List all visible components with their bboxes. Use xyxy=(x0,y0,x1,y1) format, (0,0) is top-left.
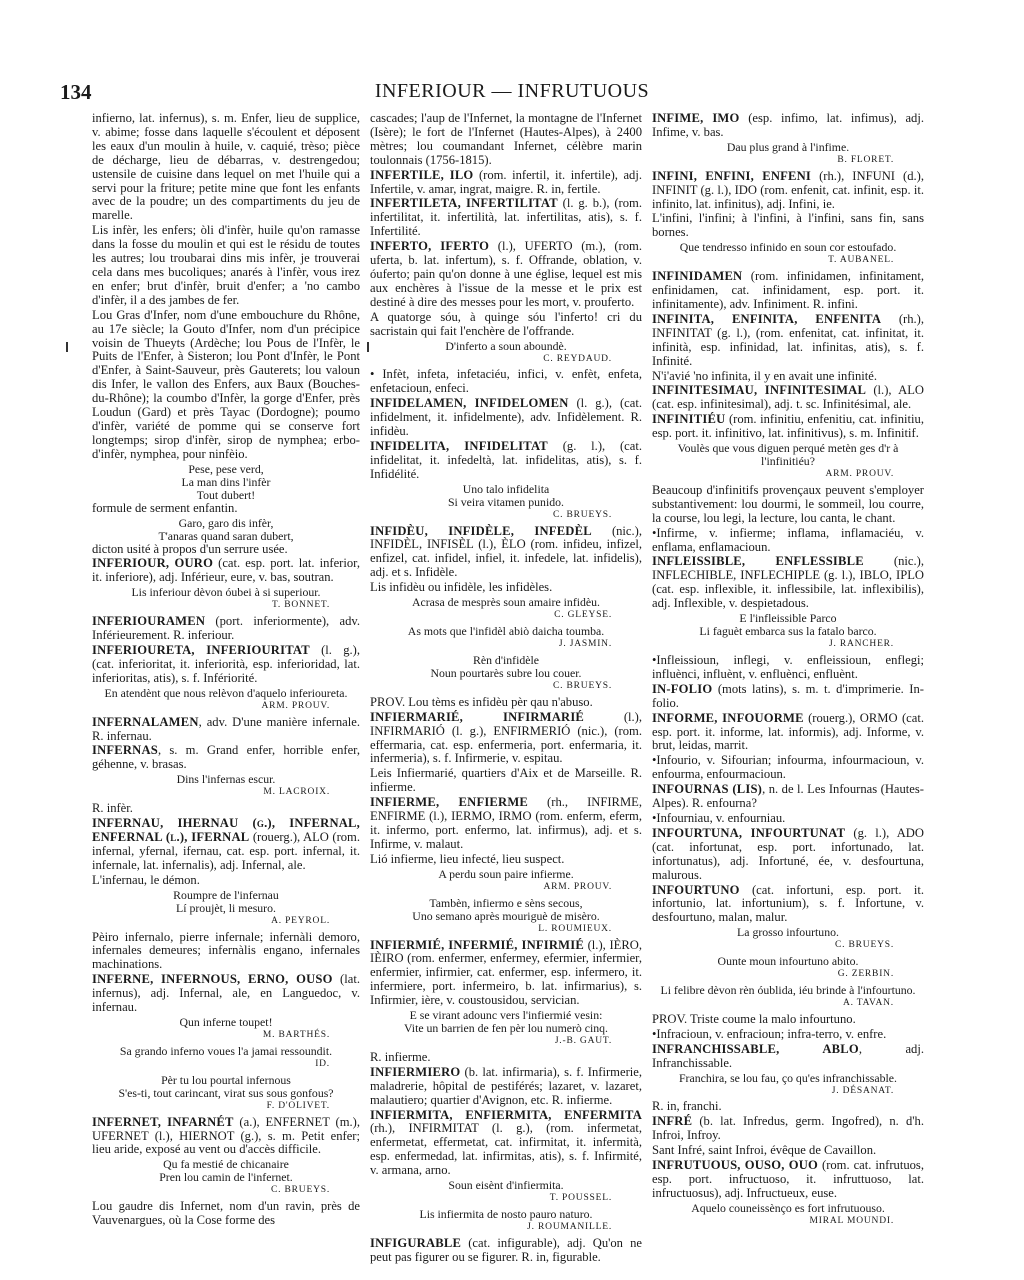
entry-text: (rom. infinidamen, infinitament, enfinidamen, cat. infinidament, esp. port. it. infinitamente), adv. Infiniment. R. infini. xyxy=(652,269,924,311)
entry-text: J. RANCHER. xyxy=(828,639,894,650)
quote-author xyxy=(370,1221,642,1235)
entry-text: M. BARTHÉS. xyxy=(262,1029,330,1040)
entry-text: (l. g.), (cat. inferioritat, it. inferiorità, esp. inferioridad, lat. inferioritas, atis), s. f. Infériorité. xyxy=(92,643,360,685)
entry-headword: INFINITIÉU xyxy=(652,412,726,427)
entry-paragraph xyxy=(652,1144,924,1158)
dictionary-entry xyxy=(652,170,924,212)
entry-headword: INFLEISSIBLE, ENFLESSIBLE xyxy=(652,554,864,569)
entry-text: (port. inferiormente), adv. Inférieurement. R. inferiour. xyxy=(92,614,360,643)
entry-text: C. REYDAUD. xyxy=(543,353,612,364)
entry-text: T. POUSSEL. xyxy=(549,1193,612,1204)
entry-text: G. ZERBIN. xyxy=(837,969,894,980)
quote-author xyxy=(92,1058,360,1072)
example-quote xyxy=(652,141,924,154)
entry-text: (b. lat. Infredus, germ. Ingofred), n. d'h. Infroi, Infroy. xyxy=(652,1114,924,1143)
entry-text: Pèr tu lou pourtal infernous xyxy=(161,1072,291,1087)
entry-headword: INFOURTUNA, INFOURTUNAT xyxy=(652,825,846,840)
entry-paragraph xyxy=(652,654,924,682)
entry-headword: INFINITESIMAU, INFINITESIMAL xyxy=(652,383,867,398)
example-quote xyxy=(370,868,642,881)
entry-headword: INFINITA, ENFINITA, ENFENITA xyxy=(652,311,882,326)
quote-author xyxy=(92,915,360,929)
example-quote xyxy=(370,625,642,638)
entry-text: infierno, lat. infernus), s. m. Enfer, lieu de supplice, v. abime; fosse dans laquelle s'écoulent et déposent les eaux d'un moulin à huile, v. caquié, trèso; pièce de décharge, lieu de débarras, v. destrengedou; ustensile de cuisine dans lequel on met l'huile qui a servi pour la friture; petite mine que font les enfants avec de la poudre; un des compartiments du jeu de marelle. xyxy=(92,111,360,223)
entry-text: Lou Gras d'Infer, nom d'une embouchure du Rhône, au 17e siècle; la Gouto d'Infer, nom d'un précipice voisin de Thueyts (Ardèche; lou Pous de l'Infèr, le Puits de l'Enfer, à Sisteron; lou Pont d'Infèr, le Pont d'Enfer, à Saint-Sauveur, près Gauterets; lou valoun dis Infer, le vallon des Enfers, aux Baux (Bouches-du-Rhône); la coumbo d'Infèr, la gorge d'Enfer, près Loudun (Gard) et près Tayac (Dordogne); poumo d'infèr, variété de pomme qui se conserve fort longtemps; sirop d'infèr, sirop de nymphea; erbo-d'infèr, nymphea, pour ninfèio. xyxy=(92,307,360,461)
quote-author xyxy=(92,1029,360,1043)
entry-text: Leis Infiermarié, quartiers d'Aix et de Marseille. R. infierme. xyxy=(370,766,642,795)
dictionary-entry xyxy=(370,440,642,482)
example-quote xyxy=(92,1016,360,1029)
example-quote xyxy=(92,687,360,700)
dictionary-entry xyxy=(652,683,924,711)
entry-text: ID. xyxy=(315,1058,330,1069)
entry-text: Garo, garo dis infèr, xyxy=(178,515,274,530)
column-1 xyxy=(92,111,361,1228)
entry-paragraph xyxy=(370,112,642,168)
entry-text: Voulès que vous diguen perqué metèn ges d'r à l'infinitiéu? xyxy=(677,441,899,469)
example-quote xyxy=(652,1202,924,1215)
entry-text: •Infracioun, v. enfracioun; infra-terro, v. enfre. xyxy=(652,1026,887,1041)
entry-text: (lat. infernus), adj. Infernal, ale, en Languedoc, v. infernau. xyxy=(92,972,360,1015)
entry-paragraph xyxy=(370,368,642,396)
entry-paragraph xyxy=(370,1051,642,1065)
page-header xyxy=(60,80,964,106)
entry-text: J.-B. GAUT. xyxy=(554,1036,612,1047)
entry-headword: INFERTILE, ILO xyxy=(370,167,474,182)
entry-text: L'infini, l'infini; à l'infini, à l'infini, sans fin, sans bornes. xyxy=(652,211,924,240)
entry-text: •Infleissioun, inflegi, v. enfleissioun, enflegi; influènci, influènt, v. enfluènci, enfluènt. xyxy=(652,653,924,681)
entry-text: La man dins l'infèr xyxy=(181,474,271,489)
entry-headword: INFIDÈU, INFIDÈLE, INFEDÈL xyxy=(370,523,592,538)
entry-paragraph xyxy=(92,802,360,816)
entry-text: Lis infidèu ou infidèle, les infidèles. xyxy=(370,580,553,595)
example-quote xyxy=(370,1208,642,1221)
quote-author xyxy=(92,786,360,800)
example-quote xyxy=(92,902,360,915)
entry-text: E se virant adounc vers l'infiermié vesin: xyxy=(409,1008,603,1023)
entry-headword: INFIGURABLE xyxy=(370,1235,462,1250)
entry-text: Soun eisènt d'infiermita. xyxy=(448,1178,564,1193)
example-quote xyxy=(652,625,924,638)
example-quote xyxy=(370,596,642,609)
entry-text: T'anaras quand saran dubert, xyxy=(158,528,294,543)
entry-text: Pren lou camin de l'infernet. xyxy=(159,1170,293,1185)
entry-text: ARM. PROUV. xyxy=(261,700,330,711)
entry-paragraph xyxy=(370,767,642,795)
entry-headword: INFERNAS xyxy=(92,743,158,758)
dictionary-entry xyxy=(92,817,360,873)
dictionary-entry xyxy=(370,397,642,439)
example-quote xyxy=(652,926,924,939)
dictionary-entry xyxy=(370,711,642,767)
entry-text: En atendènt que nous relèvon d'aquelo inferioureta. xyxy=(104,685,348,700)
quote-author xyxy=(652,1215,924,1229)
entry-text: Sa grando inferno voues l'a jamai ressoundit. xyxy=(119,1043,333,1058)
dictionary-entry xyxy=(370,197,642,239)
entry-text: ARM. PROUV. xyxy=(825,469,894,480)
quote-author xyxy=(370,1192,642,1206)
entry-paragraph xyxy=(652,1028,924,1042)
dictionary-entry xyxy=(92,716,360,744)
dictionary-entry xyxy=(370,1066,642,1108)
entry-text: ARM. PROUV. xyxy=(543,881,612,892)
entry-text: Si veira vitamen punido. xyxy=(448,494,564,509)
entry-text: J. ROUMANILLE. xyxy=(527,1222,612,1232)
entry-paragraph xyxy=(92,543,360,557)
dictionary-entry xyxy=(652,1115,924,1143)
entry-text: Franchira, se lou fau, ço qu'es infranchissable. xyxy=(678,1070,897,1085)
quote-author xyxy=(652,997,924,1011)
entry-text: (rh.), INFIRMITAT (l. g.), (rom. infermetat, enfermetat, effermetat, cat. infirmitat, it. infermità, esp. enfermedad, lat. infirmitas, atis), s. f. Infirmité, v. armana, arno. xyxy=(370,1121,642,1178)
entry-paragraph xyxy=(92,1200,360,1228)
entry-headword: INFIME, IMO xyxy=(652,111,740,125)
entry-text: A. TAVAN. xyxy=(842,998,894,1009)
quote-author xyxy=(92,1100,360,1114)
entry-paragraph xyxy=(370,853,642,867)
entry-text: (nic.), INFIDÈL, INFISÈL (l.), ÈLO (rom. infideu, infizel, enfizel, cat. infidel, infiel, it. infedele, lat. infidelis), adj. et s. Infidèle. xyxy=(370,523,643,580)
dictionary-entry xyxy=(652,112,924,140)
quote-author xyxy=(652,939,924,953)
entry-headword: INFERTILETA, INFERTILITAT xyxy=(370,196,558,211)
entry-text: R. in, franchi. xyxy=(652,1099,722,1114)
dictionary-entry xyxy=(370,525,642,581)
quote-author xyxy=(370,509,642,523)
entry-text: Rèn d'infidèle xyxy=(472,652,539,667)
example-quote xyxy=(370,667,642,680)
entry-text: (l. g. b.), (rom. infertilitat, it. infertilità, lat. infertilitas, atis), s. f. Infertilité. xyxy=(370,196,642,239)
dictionary-entry xyxy=(652,555,924,611)
entry-text: (g. l.), (cat. infidelitat, it. infedeltà, lat. infidelitas, atis), s. f. Infidélité. xyxy=(370,438,642,481)
entry-text: M. LACROIX. xyxy=(263,787,330,798)
entry-headword: INFINIDAMEN xyxy=(652,269,743,284)
entry-text: Dins l'infernas escur. xyxy=(176,772,276,787)
entry-text: •Infourniau, v. enfourniau. xyxy=(652,810,786,825)
dictionary-entry xyxy=(652,313,924,369)
entry-text: S'es-ti, tout carincant, virat sus sous gonfous? xyxy=(118,1085,334,1100)
entry-text: , adv. D'une manière infernale. R. infernau. xyxy=(92,714,360,743)
entry-text: Lis infiermita de nosto pauro naturo. xyxy=(419,1207,593,1221)
entry-headword: INFRÉ xyxy=(652,1114,693,1129)
entry-headword: INFERNET, INFARNÉT xyxy=(92,1114,234,1129)
entry-text: R. infierme. xyxy=(370,1049,431,1064)
entry-text: A quatorge sóu, à quinge sóu l'inferto! cri du sacristain qui fait l'enchère de l'offrande. xyxy=(370,309,642,338)
quote-author xyxy=(652,1085,924,1099)
entry-text: (nic.), INFLECHIBLE, INFLECHIPLE (g. l.), IBLO, IPLO (cat. esp. inflexible, it. inflessibile, lat. inflexibilis), adj. Inflexible, v. despietadous. xyxy=(652,554,924,611)
entry-text: Tout dubert! xyxy=(196,487,256,502)
entry-headword: INFERTO, IFERTO xyxy=(370,239,490,254)
example-quote xyxy=(92,1045,360,1058)
entry-text: Lis infèr, les enfers; òli d'infèr, huile qu'on ramasse dans la fosse du moulin et qui est le résidu de toutes les autres; lou troubarai dins mis infèr, je trouverai cela dans mes bucoliques; anarés à l'infèr, vous irez en enfer; brut d'infèr, bruit d'enfer; a 'no cambo d'infèr, il a des jambes de fer. xyxy=(92,223,360,307)
entry-text: Uno talo infidelita xyxy=(462,481,550,496)
example-quote xyxy=(652,984,924,997)
entry-text: (rouerg.), ORMO (cat. esp. port. it. informe, lat. informis), adj. Informe, v. brut, leidas, marrit. xyxy=(652,710,924,753)
entry-text: L. ROUMIEUX. xyxy=(538,923,612,934)
entry-text: (esp. infimo, lat. infimus), adj. Infime, v. bas. xyxy=(652,111,924,139)
entry-text: Vite un barrien de fen pèr lou numerò cinq. xyxy=(403,1021,609,1036)
example-quote xyxy=(652,955,924,968)
example-quote xyxy=(92,773,360,786)
entry-text: Uno semano après mouriguè de misèro. xyxy=(412,908,600,923)
entry-text: Pèiro infernalo, pierre infernale; infernàli demoro, infernales demeures; infernàlis engano, infernales machinations. xyxy=(92,929,360,972)
entry-text: Acrasa de mesprès soun amaire infidèu. xyxy=(411,595,601,610)
entry-paragraph xyxy=(652,212,924,240)
dictionary-entry xyxy=(652,884,924,926)
entry-headword: INFORME, INFOUORME xyxy=(652,710,804,725)
entry-text: Li felibre dèvon rèn óublida, iéu brinde à l'infourtuno. xyxy=(660,983,916,998)
margin-mark xyxy=(66,342,68,352)
entry-text: (l.), INFIRMARIÓ (l. g.), ENFIRMERIÓ (nic.), (rom. effermaria, cat. esp. enfermeria, port. enfermaria, it. infermeria), s. f. Infirmerie, v. espitau. xyxy=(370,709,642,766)
quote-author xyxy=(370,680,642,694)
entry-text: Beaucoup d'infinitifs provençaux peuvent s'employer substantivement: lou dourmi, le sommeil, lou courre, la course, lou legi, la lecture, lou canta, le chant. xyxy=(652,482,924,525)
dictionary-entry xyxy=(652,783,924,811)
entry-text: Pese, pese verd, xyxy=(188,461,264,476)
quote-author xyxy=(370,609,642,623)
entry-paragraph xyxy=(92,874,360,888)
entry-paragraph xyxy=(652,370,924,384)
entry-text: (b. lat. infirmaria), s. f. Infirmerie, maladrerie, hôpital de pestiférés; lazaret, v. lazaret, malautiero; quartier d'Avignon, etc. R. infierme. xyxy=(370,1064,642,1107)
dictionary-entry xyxy=(92,615,360,643)
entry-text: •Infirme, v. infierme; inflama, inflamaciéu, v. enflama, enflamacioun. xyxy=(652,525,924,554)
entry-text: (l. g.), (cat. infidelment, it. infidelmente), adv. Infidèlement. R. infidèu. xyxy=(370,396,642,439)
entry-text: Roumpre de l'infernau xyxy=(173,887,279,902)
entry-text: T. BONNET. xyxy=(271,600,330,611)
margin-mark xyxy=(367,342,369,352)
entry-text: Sant Infré, saint Infroi, évêque de Cavaillon. xyxy=(652,1143,877,1158)
example-quote xyxy=(652,241,924,254)
entry-text: Lió infierme, lieu infecté, lieu suspect. xyxy=(370,851,565,866)
entry-text: (l.), UFERTO (m.), (rom. uferta, b. lat. infertum), s. f. Offrande, oblation, v. óuferto; pain qu'on donne à une église, lequel est mis aux enchères à l'issue de la messe et le prix est destiné à dire des messes pour les mort, v. prouferto. xyxy=(370,239,642,309)
dictionary-entry xyxy=(652,1159,924,1201)
example-quote xyxy=(652,1072,924,1085)
entry-text: Li faguèt embarca sus la fatalo barco. xyxy=(699,624,877,639)
entry-text: (rh., INFIRME, ENFIRME (l.), IERMO, IRMO (rom. enferm, eferm, it. infermo, port. enfermo, lat. infirmus), adj. et s. Infirme, v. malaut. xyxy=(370,795,642,851)
entry-headword: INFIDELITA, INFIDELITAT xyxy=(370,438,548,453)
entry-text: A. PEYROL. xyxy=(271,915,330,926)
entry-headword: INFIERMARIÉ, INFIRMARIÉ xyxy=(370,709,585,724)
dictionary-entry xyxy=(370,240,642,310)
quote-author xyxy=(652,468,924,482)
entry-text: MIRAL MOUNDI. xyxy=(809,1215,894,1226)
quote-author xyxy=(370,923,642,937)
entry-text: Lou gaudre dis Infernet, nom d'un ravin, près de Vauvenargues, où la Cose forme des xyxy=(92,1199,360,1228)
entry-text: T. AUBANEL. xyxy=(828,255,894,266)
entry-paragraph xyxy=(652,484,924,526)
column-2 xyxy=(370,111,643,1264)
entry-text: (l.), IÈRO, IÈIRO (rom. enfermer, enfermey, efermier, infermier, enfermier, infirmier, cat. enfermer, esp. infermero, it. infermiere, port. infermeiro, b. lat. infirmarius), s. Infirmier, ière, v. coustousidou, servician. xyxy=(370,937,642,1008)
dictionary-entry xyxy=(652,270,924,312)
dictionary-entry xyxy=(652,827,924,883)
entry-text: C. BRUEYS. xyxy=(835,940,894,951)
entry-paragraph xyxy=(92,309,360,462)
entry-text: D'inferto a soun aboundè. xyxy=(445,338,567,353)
entry-headword: INFIERMIÉ, INFERMIÉ, INFIRMIÉ xyxy=(370,937,584,952)
quote-author xyxy=(652,968,924,982)
entry-paragraph xyxy=(370,696,642,710)
entry-paragraph xyxy=(92,931,360,973)
entry-text: formule de serment enfantin. xyxy=(92,500,238,515)
entry-paragraph xyxy=(652,1013,924,1027)
entry-text: A perdu soun paire infierme. xyxy=(438,866,574,881)
dictionary-entry xyxy=(92,744,360,772)
entry-text: C. BRUEYS. xyxy=(271,1185,330,1196)
dictionary-entry xyxy=(370,1237,642,1265)
quote-author xyxy=(92,700,360,714)
dictionary-entry xyxy=(652,712,924,754)
entry-paragraph xyxy=(652,527,924,555)
entry-paragraph xyxy=(652,1100,924,1114)
quote-author xyxy=(370,353,642,367)
entry-headword: INFOURTUNO xyxy=(652,882,740,897)
entry-text: C. BRUEYS. xyxy=(553,680,612,691)
dictionary-entry xyxy=(652,1043,924,1071)
entry-text: (rh.), INFUNI (d.), INFINIT (g. l.), IDO (rom. enfenit, cat. infinit, esp. it. infinito, lat. infinitus), adj. Infini, ie. xyxy=(652,168,925,211)
entry-text: • Infèt, infeta, infetaciéu, infici, v. enfèt, enfeta, enfetacioun, enfeci. xyxy=(370,367,642,396)
dictionary-entry xyxy=(370,1109,642,1179)
entry-text: Dau plus grand à l'infime. xyxy=(726,139,850,154)
entry-text: PROV. Lou tèms es infidèu pèr qau n'abuso. xyxy=(370,694,593,709)
entry-text: Noun pourtarès subre lou couer. xyxy=(430,665,582,680)
dictionary-entry xyxy=(92,973,360,1015)
entry-text: (rom. infinitiu, enfenitiu, cat. infinitiu, esp. port. it. infinitivo, lat. infinitivus), s. m. Infinitif. xyxy=(652,412,924,441)
dictionary-entry xyxy=(92,557,360,585)
entry-text: La grosso infourtuno. xyxy=(737,925,839,940)
entry-headword: IN-FOLIO xyxy=(652,681,713,696)
entry-text: Lis inferiour dèvon óubei à si superiour. xyxy=(131,585,321,600)
entry-text: •Infourio, v. Sifourian; infourma, infourmacioun, v. enfourma, enfourmacioun. xyxy=(652,753,924,782)
entry-text: Ounte moun infourtuno abito. xyxy=(717,954,859,969)
entry-text: Qun inferne toupet! xyxy=(179,1014,273,1029)
entry-text: (cat. esp. port. lat. inferior, it. inferiore), adj. Inférieur, eure, v. bas, soutran. xyxy=(92,556,360,585)
entry-headword: INFRUTUOUS, OUSO, OUO xyxy=(652,1158,819,1173)
example-quote xyxy=(370,340,642,353)
entry-text: Que tendresso infinido en soun cor estoufado. xyxy=(679,240,897,255)
entry-text: Qu fa mestié de chicanaire xyxy=(163,1157,289,1172)
quote-author xyxy=(652,254,924,268)
quote-author xyxy=(652,154,924,168)
entry-headword: INFERIOUR, OURO xyxy=(92,556,214,571)
example-quote xyxy=(370,1022,642,1035)
entry-headword: INFIERMIERO xyxy=(370,1064,461,1079)
quote-author xyxy=(652,638,924,652)
column-3 xyxy=(652,111,925,1226)
dictionary-entry xyxy=(370,796,642,852)
entry-headword: INFINI, ENFINI, ENFENI xyxy=(652,168,812,183)
quote-author xyxy=(92,599,360,613)
running-head: INFERIOUR — INFRUTUOUS xyxy=(374,80,650,102)
entry-paragraph xyxy=(652,754,924,782)
entry-text: (mots latins), s. m. t. d'imprimerie. In-folio. xyxy=(652,681,924,710)
example-quote xyxy=(370,1179,642,1192)
dictionary-entry xyxy=(92,644,360,686)
example-quote xyxy=(370,496,642,509)
entry-paragraph xyxy=(370,581,642,595)
entry-paragraph xyxy=(652,812,924,826)
entry-text: C. BRUEYS. xyxy=(553,509,612,520)
quote-author xyxy=(92,1184,360,1198)
entry-headword: INFERIOURETA, INFERIOURITAT xyxy=(92,643,310,657)
entry-headword: INFIDELAMEN, INFIDELOMEN xyxy=(370,396,569,411)
entry-text: , n. de l. Les Infournas (Hautes-Alpes). R. enfourna? xyxy=(652,782,924,811)
entry-text: (l.), ALO (cat. esp. infinitesimal), adj. t. sc. Infinitésimal, ale. xyxy=(652,383,925,412)
entry-headword: INFIERMITA, ENFIERMITA, ENFERMITA xyxy=(370,1107,642,1122)
entry-paragraph xyxy=(92,502,360,516)
entry-text: (rh.), INFINITAT (g. l.), (rom. enfenitat, cat. infinitat, it. infinità, esp. infinidad, lat. infinitas, atis), s. f. Infinité. xyxy=(652,311,924,368)
entry-text: (rom. cat. infrutuos, esp. port. infructuoso, it. infruttuoso, lat. infructuosus), adj. Infructueux, euse. xyxy=(652,1158,924,1200)
entry-text: B. FLORET. xyxy=(837,154,894,165)
entry-text: E l'infleissible Parco xyxy=(739,611,837,626)
entry-text: As mots que l'infidèl abiò daicha toumba. xyxy=(407,624,605,638)
entry-headword: INFERNALAMEN xyxy=(92,714,199,729)
entry-text: Lí proujèt, li mesuro. xyxy=(176,900,276,915)
entry-text: cascades; l'aup de l'Infernet, la montagne de l'Infernet (Isère); le fort de l'Infernet (Hautes-Alpes), à 2400 mètres; lou coumandant Infernet, célèbre marin toulonnais (1756-1815). xyxy=(370,111,642,167)
entry-text: F. D'OLIVET. xyxy=(266,1100,330,1111)
dictionary-entry xyxy=(370,939,642,1009)
quote-author xyxy=(370,638,642,652)
entry-text: PROV. Triste coume la malo infourtuno. xyxy=(652,1011,856,1026)
entry-text: (g. l.), ADO (cat. infortunat, esp. port. infortunado, lat. infortunatus), adj. Infortuné, ée, v. desfourtuna, malurous. xyxy=(652,825,924,882)
entry-text: N'i'avié 'no infinita, il y en avait une infinité. xyxy=(652,368,878,383)
quote-author xyxy=(370,1035,642,1049)
entry-text: (a.), ENFERNET (m.), UFERNET (l.), HIERNOT (g.), s. m. Petit enfer; lieu aride, exposé au vent ou d'accès difficile. xyxy=(92,1114,360,1157)
entry-headword: INFERNAU, IHERNAU (g.), INFERNAL, ENFERNAL (l.), IFERNAL xyxy=(92,816,360,844)
entry-text: (cat. infigurable), adj. Qu'on ne peut pas figurer ou se figurer. R. in, figurable. xyxy=(370,1235,642,1264)
entry-text: R. infèr. xyxy=(92,801,133,816)
example-quote xyxy=(92,1087,360,1100)
entry-headword: INFERNE, INFERNOUS, ERNO, OUSO xyxy=(92,972,333,987)
entry-headword: INFOURNAS (LIS) xyxy=(652,782,763,797)
dictionary-entry xyxy=(370,169,642,197)
entry-text: C. GLEYSE. xyxy=(554,610,612,621)
entry-text: L'infernau, le démon. xyxy=(92,872,200,887)
entry-headword: INFRANCHISSABLE, ABLO xyxy=(652,1041,859,1056)
dictionary-entry xyxy=(652,384,924,412)
entry-text: , s. m. Grand enfer, horrible enfer, géhenne, v. brasas. xyxy=(92,743,360,772)
entry-text: Aquelo couneissènço es fort infrutuouso. xyxy=(691,1200,885,1215)
example-quote xyxy=(652,442,924,468)
example-quote xyxy=(92,586,360,599)
dictionary-entry xyxy=(92,1116,360,1158)
entry-headword: INFIERME, ENFIERME xyxy=(370,795,529,810)
entry-paragraph xyxy=(92,112,360,223)
entry-text: dicton usité à propos d'un serrure usée. xyxy=(92,541,288,556)
entry-text: Tambèn, infiermo e sèns secous, xyxy=(429,895,583,910)
quote-author xyxy=(370,881,642,895)
page-number: 134 xyxy=(60,80,92,104)
entry-text: (cat. infortuni, esp. port. it. infortunio, lat. infortunium), s. f. Infortune, v. desfourtuno, malan, malur. xyxy=(652,882,924,925)
dictionary-entry xyxy=(652,413,924,441)
entry-text: J. JASMIN. xyxy=(558,639,612,649)
entry-paragraph xyxy=(92,224,360,307)
entry-headword: INFERIOURAMEN xyxy=(92,614,206,629)
entry-text: (rouerg.), ALO (rom. infernal, yfernal, ifernau, cat. esp. port. infernal, it. infernale, lat. infernalis), adj. Infernal, ale. xyxy=(92,829,361,872)
entry-text: (rom. infertil, it. infertile), adj. Infertile, v. amar, ingrat, maigre. R. in, fertile. xyxy=(370,167,642,196)
example-quote xyxy=(370,910,642,923)
example-quote xyxy=(92,1171,360,1184)
entry-paragraph xyxy=(370,311,642,339)
entry-text: J. DÉSANAT. xyxy=(831,1085,894,1096)
entry-text: , adj. Infranchissable. xyxy=(652,1041,924,1070)
